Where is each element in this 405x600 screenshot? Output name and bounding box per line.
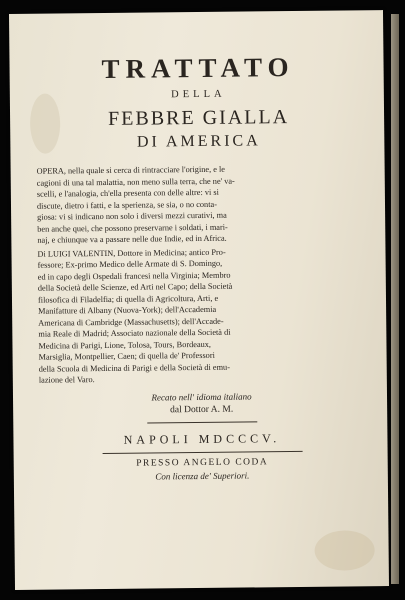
- author-line: Americana di Cambridge (Massachusetts); dell'Accade-: [38, 316, 224, 328]
- author-line: filosofica di Filadelfia; di quella di Agricoltura, Arti, e: [37, 293, 219, 305]
- author-line: Di LUIGI VALENTIN, Dottore in Medicina; antico Pro-: [37, 247, 226, 259]
- title-febbre-gialla: FEBBRE GIALLA: [107, 106, 290, 130]
- title-di-america: DI AMERICA: [136, 132, 261, 151]
- divider-rule: [102, 450, 302, 453]
- description-line: OPERA, nella quale si cerca di rintracciare l'origine, e le: [36, 164, 226, 176]
- author-line: Manifatture di Albany (Nuova-York); dell'Accademia: [38, 304, 217, 316]
- description-line: cagioni di una tal malattia, non meno sulla terra, che ne' va-: [36, 176, 235, 188]
- imprint-printer: PRESSO ANGELO CODA: [136, 456, 269, 469]
- imprint-place-date: NAPOLI MDCCCV.: [123, 430, 281, 447]
- divider-rule: [147, 421, 257, 423]
- description-line: ben anche quei, che possono preservarne i soldati, i mari-: [37, 222, 228, 234]
- author-line: della Società delle Scienze, ed Arti nel Capo; della Società: [37, 281, 233, 293]
- author-line: mia Reale di Madrid; Associato nazionale della Società di: [38, 327, 231, 339]
- author-paragraph: [37, 245, 363, 386]
- author-line: fessore; Ex-primo Medico delle Armate di S. Domingo,: [37, 258, 223, 270]
- author-line: della Scuola di Medicina di Parigi e della Società di emu-: [38, 362, 230, 374]
- author-line: Marsiglia, Montpellier, Caen; di quella de' Professori: [38, 350, 215, 362]
- imprint-license: Con licenza de' Superiori.: [155, 469, 250, 481]
- book-spine: [391, 14, 399, 584]
- title-page-body: [37, 162, 364, 386]
- description-line: giosa: vi si indicano non solo i diversi mezzi curativi, ma: [37, 210, 227, 222]
- description-paragraph: [37, 162, 363, 246]
- author-line: lazione del Varo.: [38, 375, 95, 385]
- author-line: ed in capo degli Ospedali francesi nella Virginia; Membro: [37, 270, 231, 282]
- paper-stain: [314, 530, 374, 571]
- title-main: TRATTATO: [101, 51, 295, 85]
- title-page-content: [35, 50, 364, 483]
- description-line: scelli, e l'analogia, ch'ella presenta con delle altre: vi si: [36, 187, 219, 199]
- title-page: [9, 10, 389, 590]
- translator-name: dal Dottor A. M.: [170, 404, 234, 415]
- description-line: discute, dietro i fatti, e la sperienza, se sia, o no conta-: [36, 199, 217, 211]
- translation-note: Recato nell' idioma italiano: [151, 390, 252, 403]
- description-line: naj, e chiunque va a passare nelle due Indie, ed in Africa.: [37, 233, 227, 245]
- title-della: DELLA: [171, 88, 226, 101]
- author-line: Medicina di Parigi, Lione, Tolosa, Tours, Bordeaux,: [38, 339, 212, 351]
